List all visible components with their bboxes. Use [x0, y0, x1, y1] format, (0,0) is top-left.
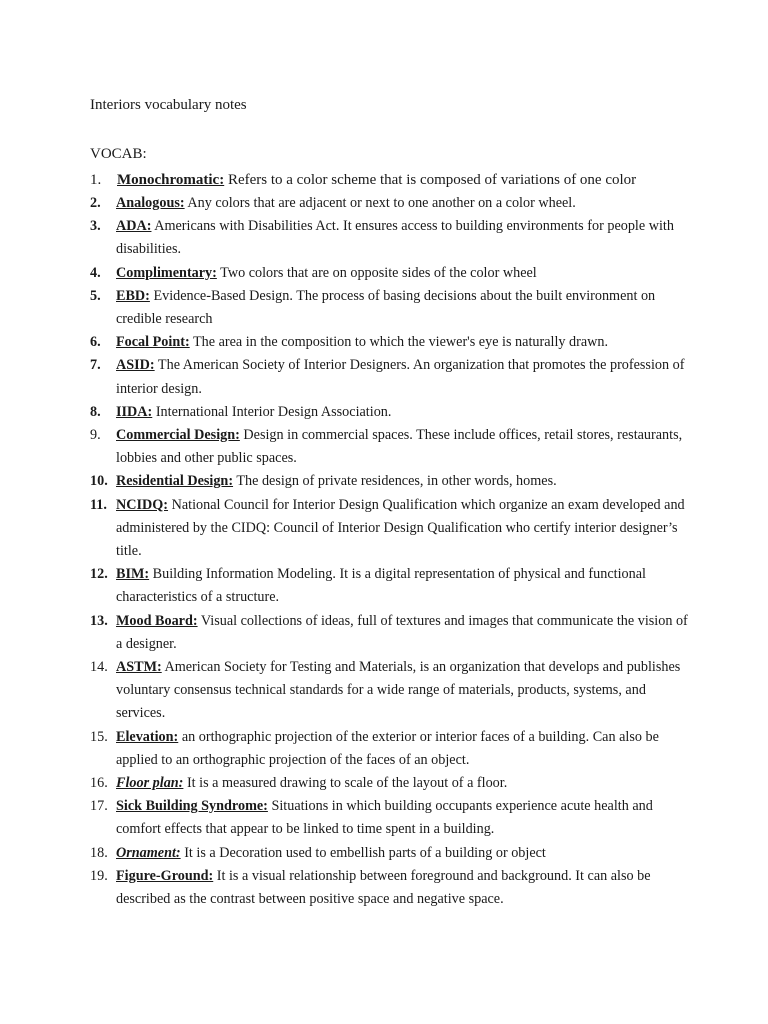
- vocab-item: [90, 470, 690, 493]
- vocab-definition: The area in the composition to which the viewer's eye is naturally drawn.: [189, 334, 609, 351]
- vocab-item: [90, 331, 690, 354]
- vocab-item: [90, 424, 690, 470]
- vocab-item: [90, 262, 690, 285]
- item-number: 7.: [90, 357, 101, 374]
- item-number: 1.: [90, 172, 102, 188]
- vocab-term: Focal Point:: [116, 334, 190, 351]
- vocab-item: [90, 865, 690, 911]
- vocab-definition: American Society for Testing and Materials, is an organization that develops and publishes voluntary consensus technical standards for a wide range of materials, products, systems, and services.: [116, 659, 681, 722]
- vocab-term: EBD:: [116, 287, 150, 304]
- vocab-term: Monochromatic:: [117, 172, 225, 188]
- vocab-item: [90, 610, 690, 656]
- vocab-term: ADA:: [116, 218, 152, 235]
- item-number: 19.: [90, 867, 108, 884]
- vocab-term: Mood Board:: [116, 612, 198, 629]
- vocab-item: [90, 772, 690, 795]
- vocab-term: Figure-Ground:: [116, 867, 214, 884]
- item-number: 15.: [90, 728, 108, 745]
- vocab-term: NCIDQ:: [116, 496, 169, 513]
- item-number: 16.: [90, 775, 108, 792]
- vocab-term: Ornament:: [116, 844, 181, 861]
- vocab-term: Analogous:: [116, 195, 185, 211]
- vocab-term: BIM:: [116, 566, 150, 583]
- vocab-item: [90, 726, 690, 772]
- vocab-item: [90, 192, 690, 215]
- item-number: 14.: [90, 659, 108, 676]
- vocab-definition: Americans with Disabilities Act. It ensures access to building environments for people with disabilities.: [116, 218, 674, 258]
- item-number: 13.: [90, 612, 108, 629]
- vocab-term: IIDA:: [116, 403, 153, 420]
- item-number: 9.: [90, 427, 101, 444]
- vocab-term: ASTM:: [116, 659, 162, 676]
- vocab-definition: Visual collections of ideas, full of textures and images that communicate the vision of a designer.: [116, 612, 688, 652]
- item-number: 4.: [90, 264, 101, 281]
- vocab-item: [90, 215, 690, 261]
- vocab-list: [90, 168, 690, 911]
- vocab-definition: It is a visual relationship between foreground and background. It can also be described as the contrast between positive space and negative space.: [116, 867, 651, 908]
- item-number: 12.: [90, 566, 108, 583]
- vocab-item: [90, 795, 690, 841]
- item-number: 10.: [90, 473, 108, 490]
- vocab-definition: The American Society of Interior Designers. An organization that promotes the profession of interior design.: [116, 357, 685, 397]
- vocab-definition: International Interior Design Association.: [152, 403, 392, 420]
- vocab-definition: It is a Decoration used to embellish parts of a building or object: [180, 844, 546, 861]
- vocab-definition: Two colors that are on opposite sides of the color wheel: [216, 264, 537, 281]
- vocab-term: Sick Building Syndrome:: [116, 798, 268, 815]
- vocab-definition: It is a measured drawing to scale of the layout of a floor.: [183, 775, 508, 792]
- vocab-item: [90, 656, 690, 726]
- vocab-definition: Evidence-Based Design. The process of basing decisions about the built environment on credible research: [116, 287, 656, 328]
- vocab-item: [90, 842, 690, 865]
- item-number: 2.: [90, 195, 101, 211]
- vocab-item: [90, 168, 690, 192]
- item-number: 18.: [90, 844, 108, 861]
- item-number: 11.: [90, 496, 107, 513]
- vocab-definition: Design in commercial spaces. These include offices, retail stores, restaurants, lobbies and other public spaces.: [116, 427, 683, 467]
- vocab-item: [90, 354, 690, 400]
- vocab-definition: an orthographic projection of the exterior or interior faces of a building. Can also be applied to an orthographic projection of the faces of an object.: [116, 728, 659, 768]
- item-number: 17.: [90, 798, 108, 815]
- document-title: Interiors vocabulary notes: [90, 97, 247, 113]
- vocab-definition: Any colors that are adjacent or next to one another on a color wheel.: [184, 195, 576, 211]
- vocab-term: ASID:: [116, 357, 155, 374]
- vocab-definition: Building Information Modeling. It is a digital representation of physical and functional characteristics of a structure.: [116, 566, 646, 606]
- vocab-definition: Situations in which building occupants experience acute health and comfort effects that appear to be linked to time spent in a building.: [116, 798, 653, 838]
- vocab-term: Residential Design:: [116, 473, 234, 490]
- vocab-definition: The design of private residences, in other words, homes.: [233, 473, 557, 490]
- vocab-heading: VOCAB:: [90, 146, 147, 162]
- item-number: 8.: [90, 403, 101, 420]
- vocab-item: [90, 285, 690, 331]
- vocab-item: [90, 401, 690, 424]
- vocab-definition: National Council for Interior Design Qualification which organize an exam developed and administered by the CIDQ: Council of Interior Design Qualification who certify interior designer’s title.: [116, 496, 685, 560]
- vocab-definition: Refers to a color scheme that is composed of variations of one color: [224, 172, 637, 188]
- vocab-term: Complimentary:: [116, 264, 217, 281]
- vocab-term: Elevation:: [116, 728, 179, 745]
- item-number: 5.: [90, 287, 101, 304]
- vocab-term: Commercial Design:: [116, 427, 240, 444]
- vocab-item: [90, 563, 690, 609]
- vocab-term: Floor plan:: [116, 775, 184, 792]
- item-number: 6.: [90, 334, 101, 351]
- item-number: 3.: [90, 218, 101, 235]
- vocab-item: [90, 494, 690, 564]
